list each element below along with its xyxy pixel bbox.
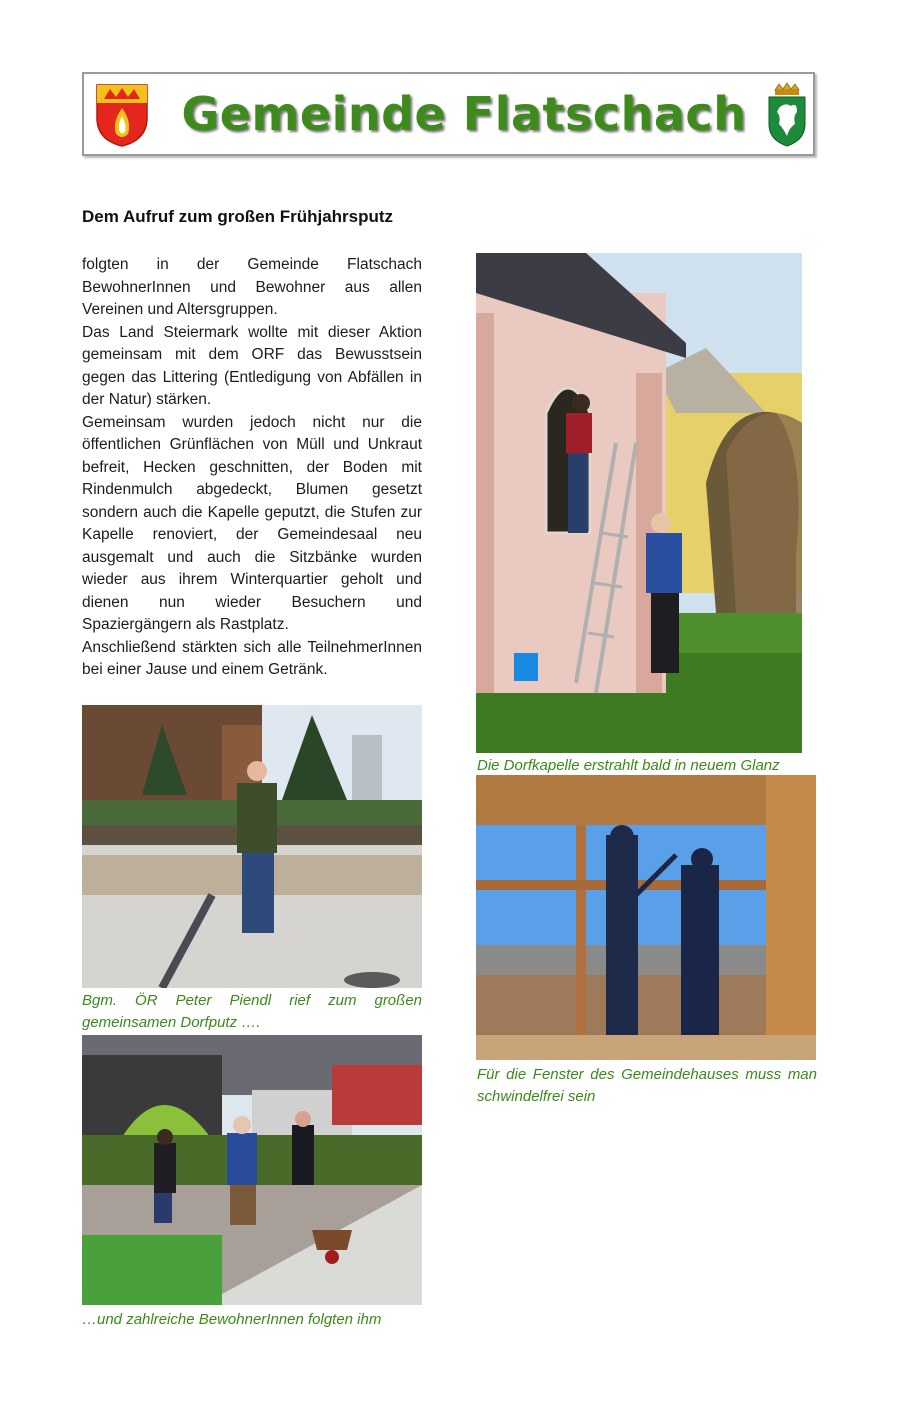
caption-chapel: Die Dorfkapelle erstrahlt bald in neuem Glanz [477,757,780,774]
flatschach-coat-of-arms-icon [94,82,150,148]
article-headline: Dem Aufruf zum großen Frühjahrsputz [82,207,394,226]
paragraph: folgten in der Gemeinde Flatschach BewohnerInnen und Bewohner aus allen Vereinen und Altersgruppen. [82,256,422,318]
photo-residents [82,1035,422,1305]
caption-residents: …und zahlreiche BewohnerInnen folgten ihm [82,1311,382,1328]
photo-windows [476,775,816,1060]
caption-mayor: Bgm. ÖR Peter Piendl rief zum großen gemeinsamen Dorfputz …. [82,992,422,1031]
styria-coat-of-arms-icon [767,82,807,148]
paragraph: Das Land Steiermark wollte mit dieser Aktion gemeinsam mit dem ORF das Bewusstsein gegen das Littering (Entledigung von Abfällen in der Natur) stärken. [82,323,422,408]
paragraph: Gemeinsam wurden jedoch nicht nur die öffentlichen Grünflächen von Müll und Unkraut befreit, Hecken geschnitten, der Boden mit Rindenmulch abgedeckt, Blumen gesetzt sondern auch die Kapelle geputzt, die Stufen zur Kapelle renoviert, der Gemeindesaal neu ausgemalt und auch die Sitzbänke wurden wieder aus ihrem Winterquartier geholt und dienen nun wieder Besuchern und Spaziergängern als Rastplatz. [82,413,422,633]
article-body [82,254,422,682]
page-title: Gemeinde Flatschach [181,87,747,141]
caption-windows: Für die Fenster des Gemeindehauses muss man schwindelfrei sein [477,1066,817,1105]
photo-mayor [82,705,422,988]
photo-chapel [476,253,802,753]
paragraph: Anschließend stärkten sich alle TeilnehmerInnen bei einer Jause und einem Getränk. [82,638,422,678]
header-banner [82,72,815,156]
